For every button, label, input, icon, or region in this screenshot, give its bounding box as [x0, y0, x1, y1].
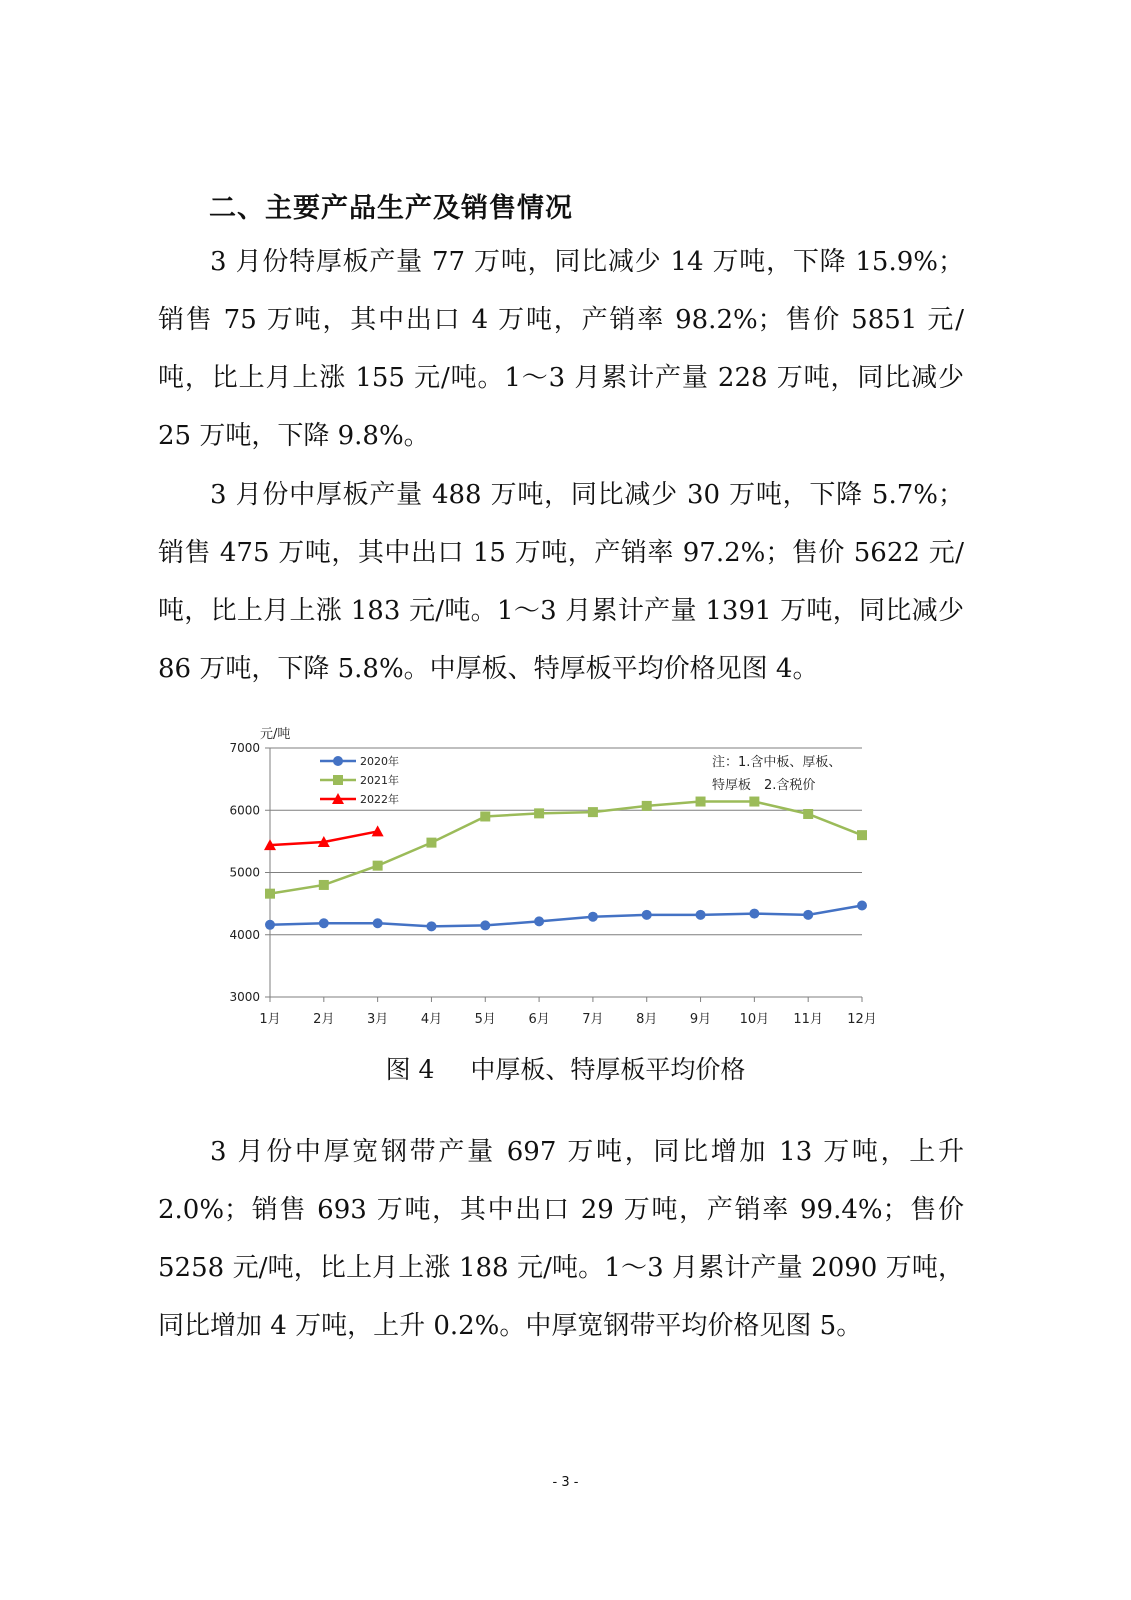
- x-tick-label: 7月: [582, 1012, 604, 1027]
- x-tick-label: 4月: [420, 1012, 443, 1027]
- legend-entry: [320, 792, 399, 806]
- data-point-square: [426, 838, 436, 848]
- y-tick-label: 7000: [229, 741, 260, 755]
- paragraph-wide-strip: 3 月份中厚宽钢带产量 697 万吨，同比增加 13 万吨，上升 2.0%；销售 693 万吨，其中出口 29 万吨，产销率 99.4%；售价 5258 元/吨，比上月上涨 188 元/吨。1～3 月累计产量 2090 万吨，同比增加 4 万吨，上升 0.2%。中厚宽钢带平均价格见图 5。: [158, 1137, 964, 1341]
- chart-series: [264, 797, 867, 932]
- series-line: [270, 905, 862, 926]
- legend-label: 2021年: [360, 774, 399, 787]
- data-point-circle: [588, 912, 598, 922]
- x-tick-label: 6月: [528, 1012, 550, 1027]
- data-point-square: [803, 809, 813, 819]
- y-axis-label: 元/吨: [260, 727, 291, 742]
- x-tick-label: 2月: [313, 1012, 335, 1027]
- data-point-square: [696, 797, 706, 807]
- figure-number: 图 4: [385, 1055, 435, 1084]
- page-number: - 3 -: [552, 1475, 579, 1490]
- data-point-circle: [534, 916, 544, 926]
- data-point-circle: [696, 910, 706, 920]
- data-point-circle: [642, 910, 652, 920]
- series-2022年: [264, 825, 384, 850]
- data-point-circle: [265, 920, 275, 930]
- chart-legend: [320, 754, 399, 806]
- y-tick-label: 5000: [229, 865, 260, 880]
- figure-title: 中厚板、特厚板平均价格: [470, 1055, 746, 1084]
- data-point-triangle: [372, 825, 384, 836]
- data-point-square: [749, 797, 759, 807]
- paragraph-extra-thick-plate: 3 月份特厚板产量 77 万吨，同比减少 14 万吨，下降 15.9%；销售 75 万吨，其中出口 4 万吨，产销率 98.2%；售价 5851 元/吨，比上月上涨 155 元/吨。1～3 月累计产量 228 万吨，同比减少 25 万吨，下降 9.8%。: [158, 247, 964, 451]
- chart-note-line: 注：1.含中板、厚板、: [712, 755, 842, 770]
- y-tick-label: 4000: [229, 927, 260, 942]
- data-point-circle: [319, 918, 329, 928]
- legend-entry: [320, 754, 399, 768]
- data-point-circle: [857, 900, 867, 910]
- x-tick-label: 9月: [689, 1012, 712, 1027]
- series-2020年: [265, 900, 867, 931]
- data-point-square: [373, 861, 383, 871]
- x-tick-label: 3月: [366, 1012, 389, 1027]
- data-point-square: [588, 807, 598, 817]
- legend-entry: [320, 773, 399, 787]
- data-point-square: [265, 889, 275, 899]
- x-tick-label: 11月: [793, 1012, 823, 1027]
- data-point-square: [642, 801, 652, 811]
- series-2021年: [265, 797, 867, 899]
- chart-axes: [229, 727, 876, 1027]
- series-line: [270, 802, 862, 894]
- x-tick-label: 12月: [847, 1012, 877, 1027]
- x-tick-label: 10月: [739, 1012, 770, 1027]
- data-point-circle: [749, 909, 759, 919]
- x-tick-label: 8月: [636, 1012, 658, 1027]
- legend-label: 2022年: [360, 793, 399, 806]
- data-point-circle: [803, 910, 813, 920]
- data-point-square: [480, 811, 490, 821]
- data-point-square: [534, 808, 544, 818]
- data-point-square: [319, 880, 329, 890]
- price-line-chart: [208, 718, 898, 1038]
- x-tick-label: 1月: [259, 1012, 281, 1027]
- data-point-circle: [480, 920, 490, 930]
- legend-label: 2020年: [360, 755, 399, 768]
- section-heading: 二、主要产品生产及销售情况: [209, 193, 573, 224]
- data-point-circle: [373, 918, 383, 928]
- data-point-square: [857, 830, 867, 840]
- y-tick-label: 3000: [229, 990, 260, 1004]
- data-point-circle: [333, 756, 343, 766]
- chart-note-line: 特厚板 2.含税价: [712, 778, 816, 793]
- chart-note: [712, 754, 841, 793]
- paragraph-medium-thick-plate: 3 月份中厚板产量 488 万吨，同比减少 30 万吨，下降 5.7%；销售 475 万吨，其中出口 15 万吨，产销率 97.2%；售价 5622 元/吨，比上月上涨 183 元/吨。1～3 月累计产量 1391 万吨，同比减少 86 万吨，下降 5.8%。中厚板、特厚板平均价格见图 4。: [158, 480, 964, 684]
- x-tick-label: 5月: [474, 1012, 496, 1027]
- data-point-circle: [426, 921, 436, 931]
- figure-caption: [0, 1050, 1131, 1086]
- y-tick-label: 6000: [229, 803, 260, 818]
- data-point-square: [333, 775, 343, 785]
